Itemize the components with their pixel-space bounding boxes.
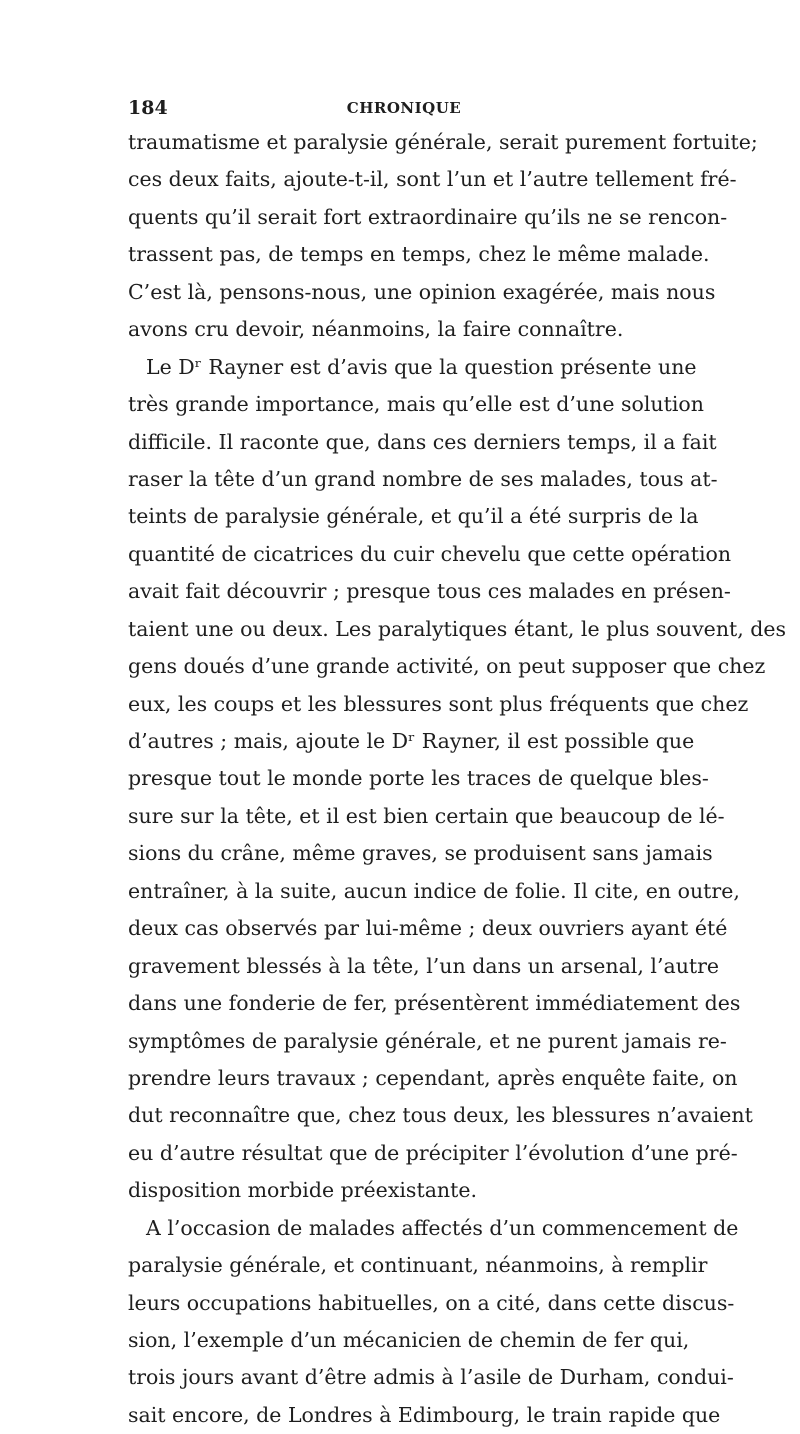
text-line: dans une fonderie de fer, présentèrent immédiatement des bbox=[128, 991, 741, 1016]
text-line: quents qu’il serait fort extraordinaire qu’ils ne se rencon- bbox=[128, 204, 728, 229]
text-line: d’autres ; mais, ajoute le Dʳ Rayner, il est possible que bbox=[128, 729, 695, 753]
text-line: traumatisme et paralysie générale, serait purement fortuite; bbox=[128, 130, 758, 154]
text-line: sion, l’exemple d’un mécanicien de chemin de fer qui, bbox=[128, 1328, 690, 1352]
text-line: sait encore, de Londres à Edimbourg, le train rapide que bbox=[128, 1402, 721, 1427]
text-line: sure sur la tête, et il est bien certain que beaucoup de lé- bbox=[128, 803, 725, 828]
body-text bbox=[128, 124, 787, 1434]
text-line: eu d’autre résultat que de précipiter l’évolution d’une pré- bbox=[128, 1140, 738, 1165]
text-line: gravement blessés à la tête, l’un dans un arsenal, l’autre bbox=[128, 953, 720, 978]
text-line: presque tout le monde porte les traces de quelque bles- bbox=[128, 766, 709, 791]
text-line: eux, les coups et les blessures sont plus fréquents que chez bbox=[128, 691, 749, 716]
text-line: C’est là, pensons-nous, une opinion exagérée, mais nous bbox=[128, 279, 716, 304]
text-line: difficile. Il raconte que, dans ces derniers temps, il a fait bbox=[128, 429, 717, 454]
text-line: avait fait découvrir ; presque tous ces malades en présen- bbox=[128, 579, 731, 604]
text-line: trois jours avant d’être admis à l’asile de Durham, condui- bbox=[128, 1365, 734, 1390]
text-line: paralysie générale, et continuant, néanmoins, à remplir bbox=[128, 1253, 708, 1278]
text-line: dut reconnaître que, chez tous deux, les blessures n’avaient bbox=[128, 1103, 753, 1128]
text-line: raser la tête d’un grand nombre de ses malades, tous at- bbox=[128, 466, 718, 491]
text-line: taient une ou deux. Les paralytiques étant, le plus souvent, des bbox=[128, 616, 787, 641]
text-line: disposition morbide préexistante. bbox=[128, 1178, 478, 1203]
text-line: A l’occasion de malades affectés d’un commencement de bbox=[146, 1215, 739, 1240]
text-line: avons cru devoir, néanmoins, la faire connaître. bbox=[128, 317, 624, 342]
text-line: teints de paralysie générale, et qu’il a été surpris de la bbox=[128, 504, 699, 529]
text-line: très grande importance, mais qu’elle est d’une solution bbox=[128, 392, 704, 417]
text-line: leurs occupations habituelles, on a cité, dans cette discus- bbox=[128, 1290, 735, 1315]
text-line: ces deux faits, ajoute-t-il, sont l’un et l’autre tellement fré- bbox=[128, 167, 737, 192]
text-line: prendre leurs travaux ; cependant, après enquête faite, on bbox=[128, 1065, 738, 1090]
page-header bbox=[128, 97, 680, 121]
text-line: trassent pas, de temps en temps, chez le même malade. bbox=[128, 242, 710, 267]
text-line: deux cas observés par lui-même ; deux ouvriers ayant été bbox=[128, 916, 728, 941]
text-line: entraîner, à la suite, aucun indice de folie. Il cite, en outre, bbox=[128, 878, 740, 903]
page-number: 184 bbox=[128, 97, 168, 119]
text-line: gens doués d’une grande activité, on peut supposer que chez bbox=[128, 654, 766, 679]
running-head: CHRONIQUE bbox=[346, 99, 462, 117]
text-line: quantité de cicatrices du cuir chevelu que cette opération bbox=[128, 541, 732, 566]
text-line: Le Dʳ Rayner est d’avis que la question présente une bbox=[146, 354, 697, 379]
text-line: symptômes de paralysie générale, et ne purent jamais re- bbox=[128, 1028, 727, 1053]
text-line: sions du crâne, même graves, se produisent sans jamais bbox=[128, 841, 713, 866]
